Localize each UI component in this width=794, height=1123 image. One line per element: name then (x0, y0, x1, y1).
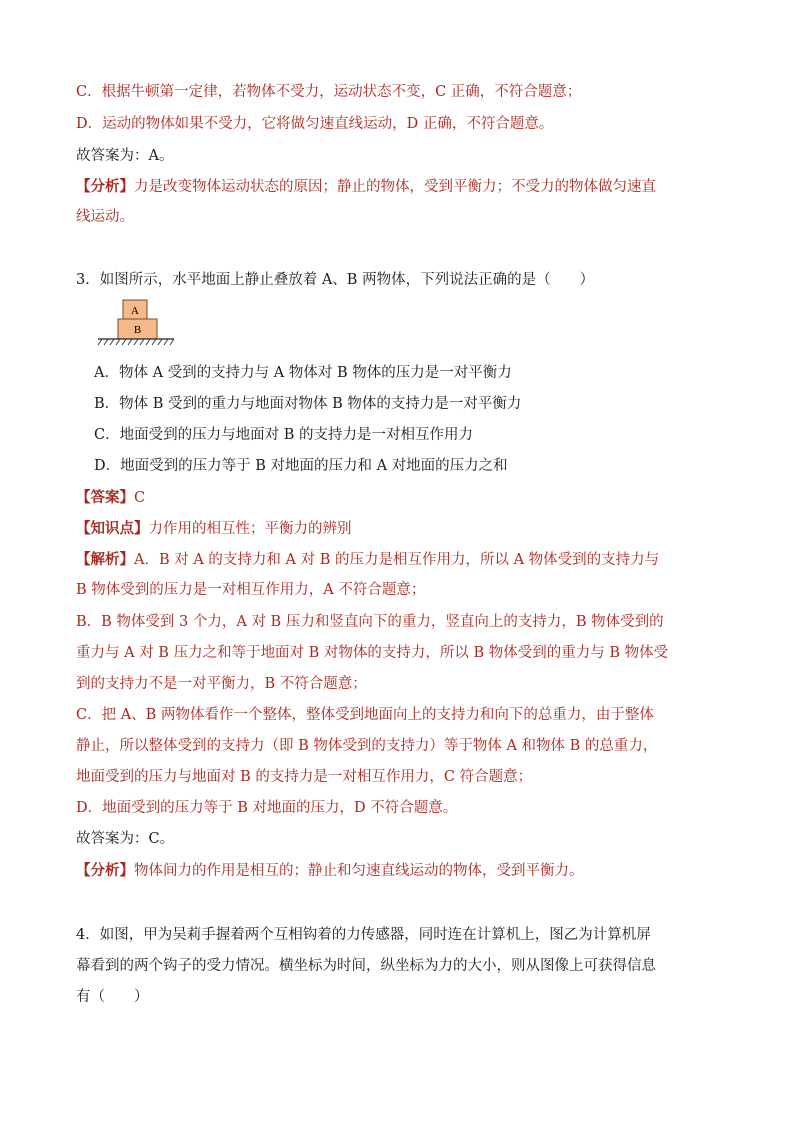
q3-knowledge-label: 【知识点】 (76, 520, 149, 537)
q3-knowledge-value: 力作用的相互性；平衡力的辨别 (148, 521, 352, 537)
q3-stem: 3．如图所示，水平地面上静止叠放着 A、B 两物体，下列说法正确的是（ ） (76, 272, 595, 288)
q3-knowledge-point (76, 519, 352, 539)
stacked-blocks-figure (96, 298, 176, 350)
q3-explanation-line (76, 550, 659, 570)
q3-explanation-label: 【解析】 (76, 551, 134, 568)
q3-explanation-text: A．B 对 A 的支持力和 A 对 B 的压力是相互作用力，所以 A 物体受到的支持力与 (134, 552, 660, 568)
q2-option-d-explanation: D．运动的物体如果不受力，它将做匀速直线运动，D 正确，不符合题意。 (76, 116, 554, 132)
q3-option-c: C．地面受到的压力与地面对 B 的支持力是一对相互作用力 (94, 427, 473, 443)
q3-explanation-line: 静止，所以整体受到的支持力（即 B 物体受到的支持力）等于物体 A 和物体 B 的总重力， (76, 738, 658, 754)
q3-explanation-line: C．把 A、B 两物体看作一个整体，整体受到地面向上的支持力和向下的总重力，由于整体 (76, 707, 654, 723)
block-a-label: A (131, 305, 139, 317)
q2-option-c-explanation: C．根据牛顿第一定律，若物体不受力，运动状态不变，C 正确，不符合题意； (76, 84, 582, 100)
ground-hatching (98, 339, 174, 345)
q3-answer (76, 488, 145, 508)
q2-conclusion: 故答案为：A。 (76, 148, 174, 164)
q3-explanation-line: B．B 物体受到 3 个力，A 对 B 压力和竖直向下的重力，竖直向上的支持力，B 物体受到的 (76, 614, 664, 630)
q2-analysis (76, 177, 656, 197)
q3-conclusion: 故答案为：C。 (76, 831, 175, 847)
q2-analysis-label: 【分析】 (76, 178, 134, 195)
q3-option-d: D．地面受到的压力等于 B 对地面的压力和 A 对地面的压力之和 (94, 458, 508, 474)
q3-option-b: B．物体 B 受到的重力与地面对物体 B 物体的支持力是一对平衡力 (94, 396, 522, 412)
q3-explanation-line: 重力与 A 对 B 压力之和等于地面对 B 对物体的支持力，所以 B 物体受到的重力与 B 物体受 (76, 645, 669, 661)
q3-explanation-line: D．地面受到的压力等于 B 对地面的压力，D 不符合题意。 (76, 800, 458, 816)
q4-stem-line: 有（ ） (76, 989, 149, 1005)
q3-answer-value: C (134, 490, 146, 506)
q2-analysis-cont: 线运动。 (76, 209, 134, 225)
q3-explanation-line: 到的支持力不是一对平衡力，B 不符合题意； (76, 676, 367, 692)
q3-analysis-text: 物体间力的作用是相互的；静止和匀速直线运动的物体，受到平衡力。 (134, 863, 584, 879)
q4-stem-line: 幕看到的两个钩子的受力情况。横坐标为时间，纵坐标为力的大小，则从图像上可获得信息 (76, 958, 656, 974)
block-b-label: B (133, 324, 142, 336)
q2-analysis-text: 力是改变物体运动状态的原因；静止的物体，受到平衡力；不受力的物体做匀速直 (134, 179, 656, 195)
q4-stem-line: 4．如图，甲为吴莉手握着两个互相钩着的力传感器，同时连在计算机上，图乙为计算机屏 (76, 927, 651, 943)
q3-answer-label: 【答案】 (76, 489, 134, 506)
q3-explanation-line: 地面受到的压力与地面对 B 的支持力是一对相互作用力，C 符合题意； (76, 769, 533, 785)
q3-analysis (76, 861, 584, 881)
q3-option-a: A．物体 A 受到的支持力与 A 物体对 B 物体的压力是一对平衡力 (94, 365, 512, 381)
q3-explanation-line: B 物体受到的压力是一对相互作用力，A 不符合题意； (76, 582, 426, 598)
q3-analysis-label: 【分析】 (76, 862, 134, 879)
